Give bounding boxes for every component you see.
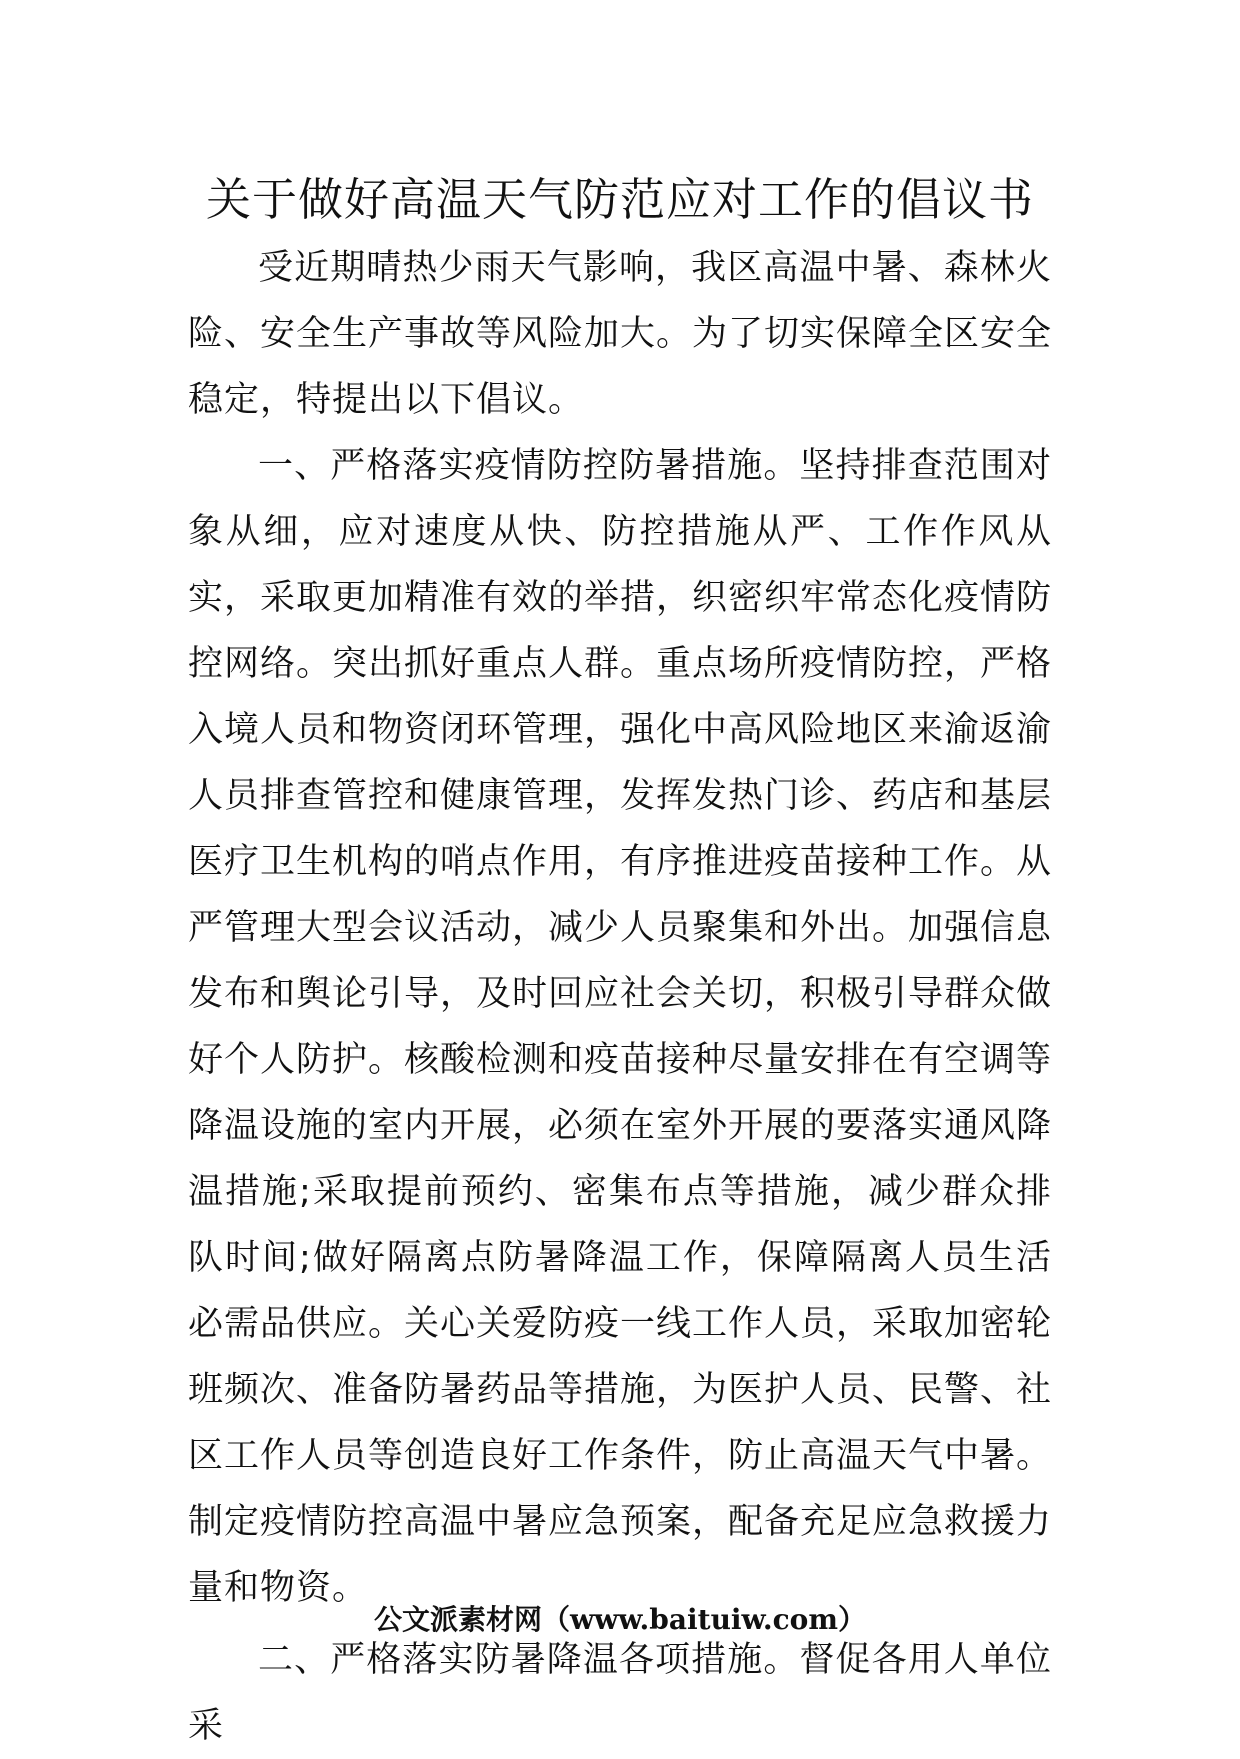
document-title: 关于做好高温天气防范应对工作的倡议书 [205, 173, 1034, 226]
paragraph-section-1: 一、严格落实疫情防控防暑措施。坚持排查范围对象从细，应对速度从快、防控措施从严、工作作风从实，采取更加精准有效的举措，织密织牢常态化疫情防控网络。突出抓好重点人群。重点场所疫情防控，严格入境人员和物资闭环管理，强化中高风险地区来渝返渝人员排查管控和健康管理，发挥发热门诊、药店和基层医疗卫生机构的哨点作用，有序推进疫苗接种工作。从严管理大型会议活动，减少人员聚集和外出。加强信息发布和舆论引导，及时回应社会关切，积极引导群众做好个人防护。核酸检测和疫苗接种尽量安排在有空调等降温设施的室内开展，必须在室外开展的要落实通风降温措施;采取提前预约、密集布点等措施，减少群众排队时间;做好隔离点防暑降温工作，保障隔离人员生活必需品供应。关心关爱防疫一线工作人员，采取加密轮班频次、准备防暑药品等措施，为医护人员、民警、社区工作人员等创造良好工作条件，防止高温天气中暑。制定疫情防控高温中暑应急预案，配备充足应急救援力量和物资。 [188, 446, 1053, 1608]
watermark-footer: 公文派素材网（www.baituiw.com） [374, 1603, 866, 1636]
paragraph-section-2: 二、严格落实防暑降温各项措施。督促各用人单位采 [188, 1640, 1052, 1746]
paragraph-intro: 受近期晴热少雨天气影响，我区高温中暑、森林火险、安全生产事故等风险加大。为了切实保障全区安全稳定，特提出以下倡议。 [188, 248, 1053, 420]
document-body [188, 235, 1052, 1759]
